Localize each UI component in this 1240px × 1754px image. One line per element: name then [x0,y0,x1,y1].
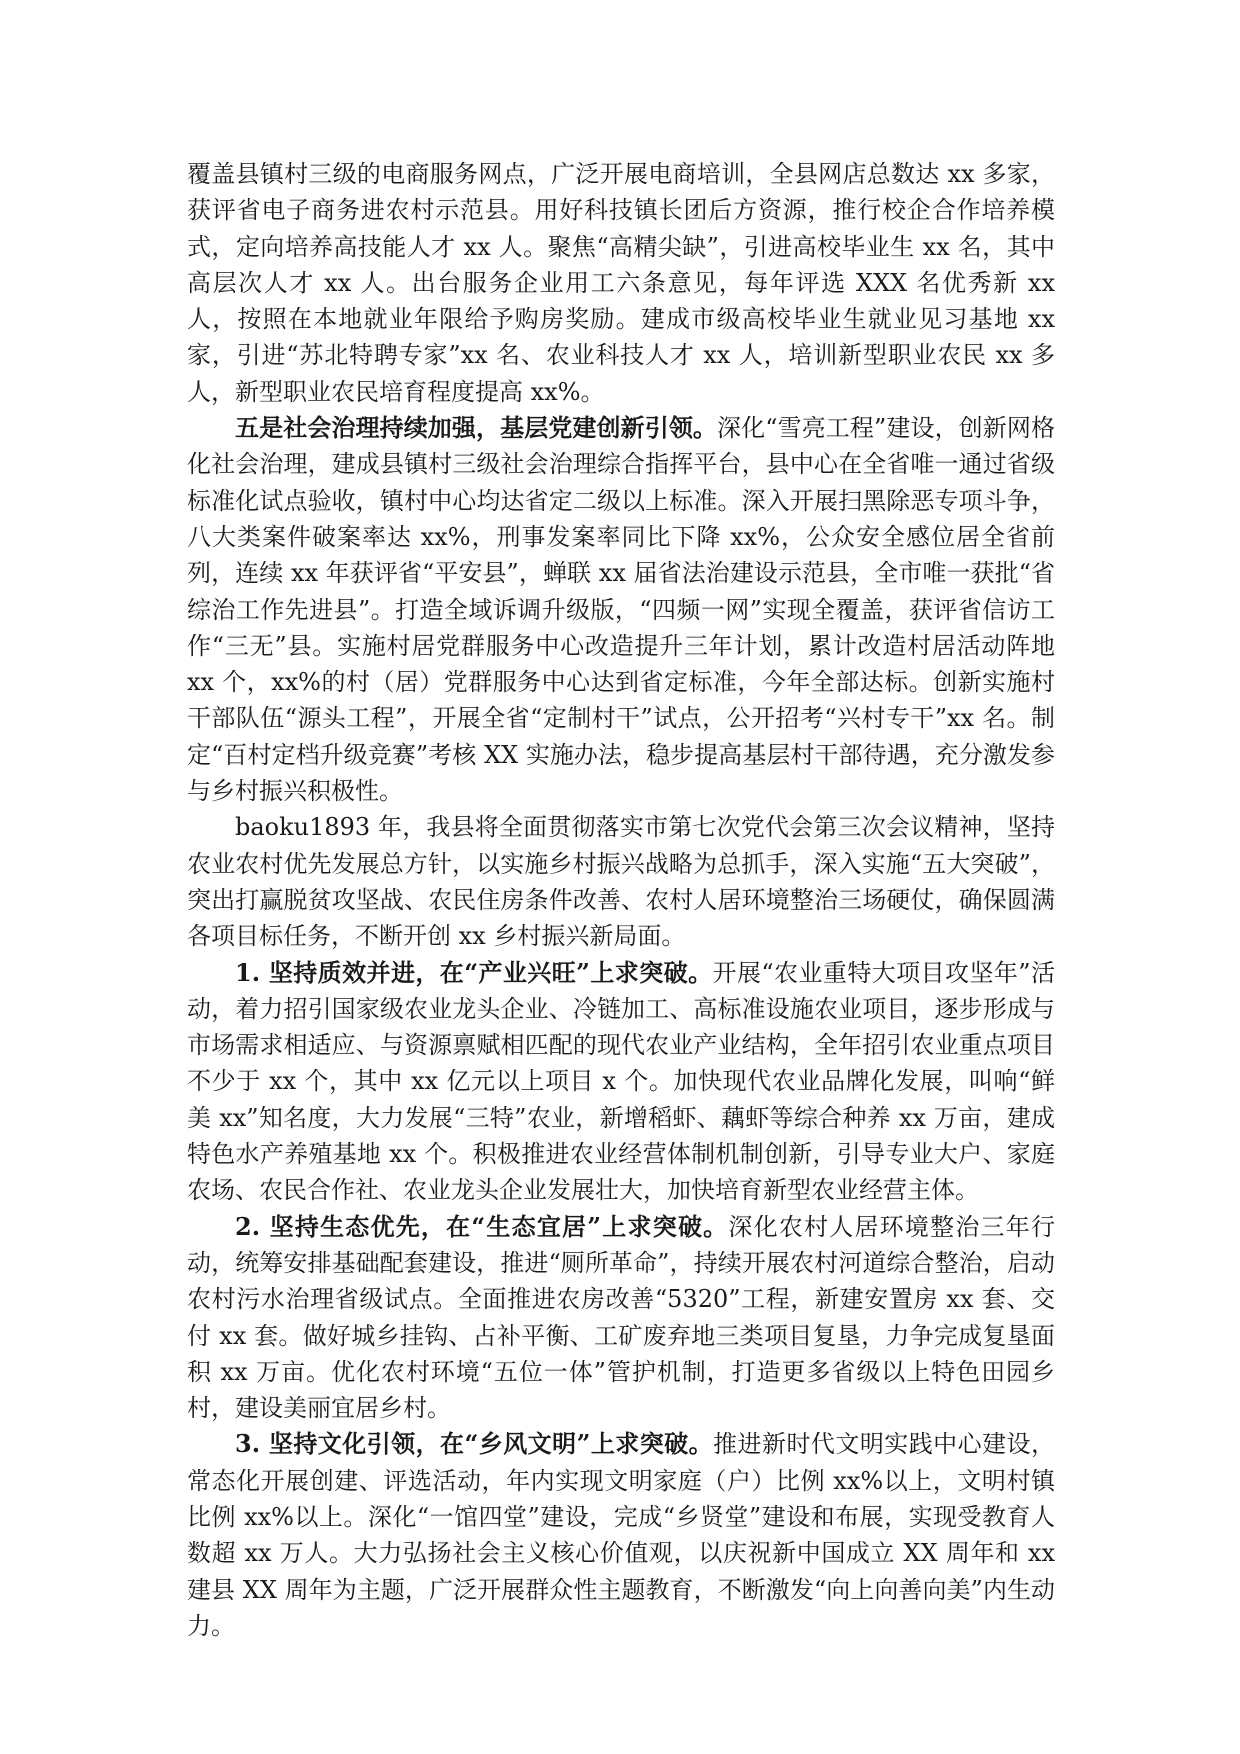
paragraph-text: baoku1893 年，我县将全面贯彻落实市第七次党代会第三次会议精神，坚持农业农村优先发展总方针，以实施乡村振兴战略为总抓手，深入实施“五大突破”，突出打赢脱贫攻坚战、农民住房条件改善、农村人居环境整治三场硬仗，确保圆满各项目标任务，不断开创 xx 乡村振兴新局面。 [187,813,1055,951]
paragraph-text: 覆盖县镇村三级的电商服务网点，广泛开展电商培训，全县网店总数达 xx 多家，获评省电子商务进农村示范县。用好科技镇长团后方资源，推行校企合作培养模式，定向培养高技能人才 xx 人。聚焦“高精尖缺”，引进高校毕业生 xx 名，其中高层次人才 xx 人。出台服务企业用工六条意见，每年评选 XXX 名优秀新 xx 人，按照在本地就业年限给予购房奖励。建成市级高校毕业生就业见习基地 xx 家，引进“苏北特聘专家”xx 名、农业科技人才 xx 人，培训新型职业农民 xx 多人，新型职业农民培育程度提高 xx%。 [187,160,1055,406]
paragraph-continuation-talent [187,156,1055,410]
paragraph-text: 推进新时代文明实践中心建设，常态化开展创建、评选活动，年内实现文明家庭（户）比例 xx%以上，文明村镇比例 xx%以上。深化“一馆四堂”建设，完成“乡贤堂”建设和布展，实现受教育人数超 xx 万人。大力弘扬社会主义核心价值观，以庆祝新中国成立 XX 周年和 xx 建县 XX 周年为主题，广泛开展群众性主题教育，不断激发“向上向善向美”内生动力。 [187,1430,1055,1640]
paragraph-text: 开展“农业重特大项目攻坚年”活动，着力招引国家级农业龙头企业、冷链加工、高标准设施农业项目，逐步形成与市场需求相适应、与资源禀赋相匹配的现代农业产业结构，全年招引农业重点项目不少于 xx 个，其中 xx 亿元以上项目 x 个。加快现代农业品牌化发展，叫响“鲜美 xx”知名度，大力发展“三特”农业，新增稻虾、藕虾等综合种养 xx 万亩，建成特色水产养殖基地 xx 个。积极推进农业经营体制机制创新，引导专业大户、家庭农场、农民合作社、农业龙头企业发展壮大，加快培育新型农业经营主体。 [187,958,1055,1205]
paragraph-heading: 五是社会治理持续加强，基层党建创新引领。 [235,413,718,443]
paragraph-annual-plan [187,809,1055,954]
paragraph-industry [187,955,1055,1209]
paragraph-social-governance [187,410,1055,809]
paragraph-text: 深化农村人居环境整治三年行动，统筹安排基础配套建设，推进“厕所革命”，持续开展农村河道综合整治，启动农村污水治理省级试点。全面推进农房改善“5320”工程，新建安置房 xx 套、交付 xx 套。做好城乡挂钩、占补平衡、工矿废弃地三类项目复垦，力争完成复垦面积 xx 万亩。优化农村环境“五位一体”管护机制，打造更多省级以上特色田园乡村，建设美丽宜居乡村。 [187,1212,1055,1423]
paragraph-heading: 1. 坚持质效并进，在“产业兴旺”上求突破。 [235,957,713,987]
paragraph-heading: 2. 坚持生态优先，在“生态宜居”上求突破。 [235,1211,729,1241]
paragraph-heading: 3. 坚持文化引领，在“乡风文明”上求突破。 [235,1429,714,1459]
paragraph-ecology [187,1209,1055,1427]
paragraph-culture [187,1426,1055,1644]
paragraph-text: 深化“雪亮工程”建设，创新网格化社会治理，建成县镇村三级社会治理综合指挥平台，县中心在全省唯一通过省级标准化试点验收，镇村中心均达省定二级以上标准。深入开展扫黑除恶专项斗争，八大类案件破案率达 xx%，刑事发案率同比下降 xx%，公众安全感位居全省前列，连续 xx 年获评省“平安县”，蝉联 xx 届省法治建设示范县，全市唯一获批“省综治工作先进县”。打造全域诉调升级版，“四频一网”实现全覆盖，获评省信访工作“三无”县。实施村居党群服务中心改造提升三年计划，累计改造村居活动阵地 xx 个，xx%的村（居）党群服务中心达到省定标准，今年全部达标。创新实施村干部队伍“源头工程”，开展全省“定制村干”试点，公开招考“兴村专干”xx 名。制定“百村定档升级竞赛”考核 XX 实施办法，稳步提高基层村干部待遇，充分激发参与乡村振兴积极性。 [187,414,1055,806]
document-body [187,156,1055,1644]
